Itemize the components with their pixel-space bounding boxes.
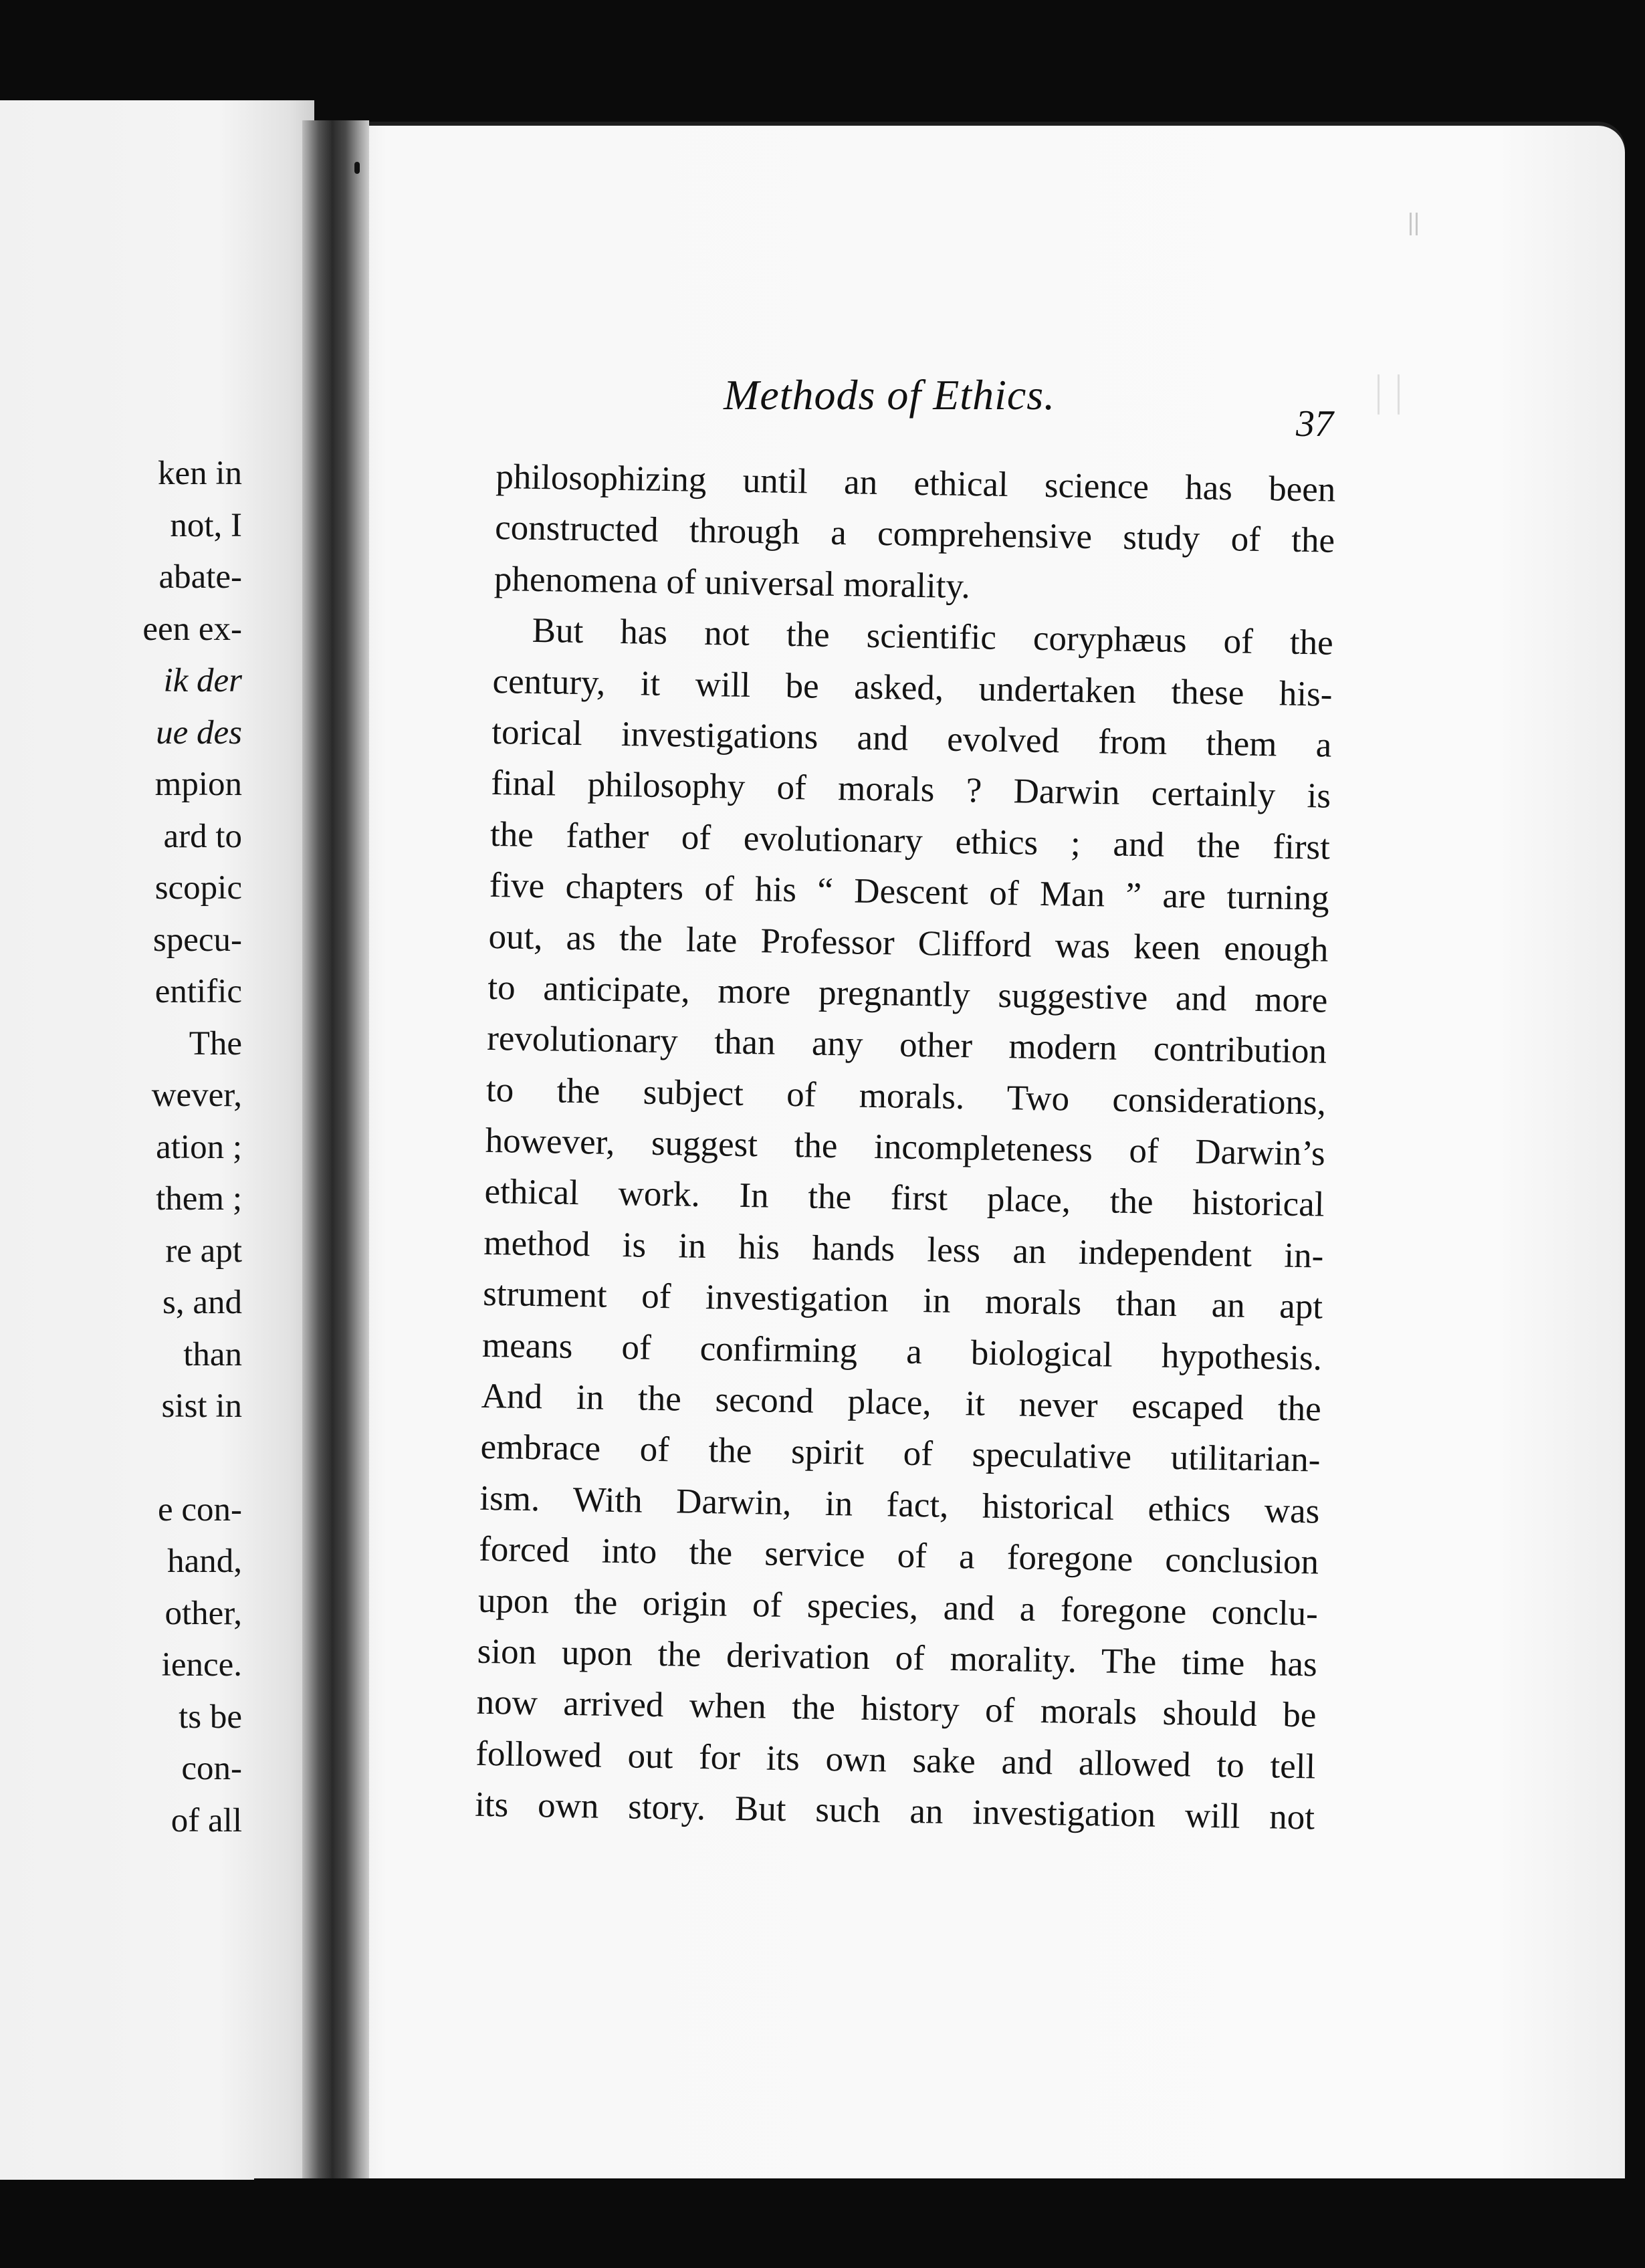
- left-line: s, and: [162, 1284, 242, 1321]
- left-line: them ;: [156, 1180, 242, 1218]
- left-line: scopic: [154, 869, 242, 907]
- left-line: sist in: [161, 1387, 242, 1425]
- left-page: [0, 100, 314, 2180]
- text-line: ism. With Darwin, in fact, historical ethics was: [479, 1478, 1320, 1531]
- text-line: And in the second place, it never escaped the: [481, 1376, 1322, 1429]
- text-line: now arrived when the history of morals should be: [476, 1683, 1317, 1735]
- left-line: ation ;: [156, 1128, 242, 1166]
- text-line: five chapters of his “ Descent of Man ” are turning: [489, 866, 1330, 918]
- text-line: sion upon the derivation of morality. The time has: [477, 1631, 1318, 1684]
- text-line: ethical work. In the first place, the historical: [484, 1172, 1325, 1225]
- show-through-mark: [1398, 374, 1400, 415]
- page-number: 37: [1296, 403, 1333, 445]
- left-line: ience.: [161, 1646, 242, 1684]
- show-through-mark: [1378, 374, 1380, 415]
- left-line: e con-: [157, 1490, 242, 1528]
- text-line: however, suggest the incompleteness of Darwin’s: [485, 1121, 1326, 1173]
- text-line: phenomena of universal morality.: [494, 559, 971, 606]
- text-line: forced into the service of a foregone conclusion: [478, 1530, 1319, 1582]
- text-line: strument of investigation in morals than an apt: [482, 1274, 1323, 1327]
- left-line: other,: [164, 1594, 242, 1632]
- running-head: Methods of Ethics.: [724, 371, 1056, 419]
- left-line: of all: [171, 1801, 242, 1839]
- text-line: torical investigations and evolved from them a: [491, 712, 1332, 765]
- text-line: to anticipate, more pregnantly suggestive and more: [487, 968, 1328, 1020]
- show-through-mark: [1410, 213, 1418, 235]
- text-line: followed out for its own sake and allowed to tell: [475, 1734, 1316, 1787]
- left-line: ik der: [163, 662, 242, 699]
- text-line: embrace of the spirit of speculative utilitarian-: [480, 1428, 1321, 1480]
- book-gutter-shadow: [302, 120, 369, 2180]
- text-line: the father of evolutionary ethics ; and the first: [489, 814, 1331, 867]
- text-line: out, as the late Professor Clifford was keen enough: [488, 917, 1329, 970]
- scan-border: [254, 2178, 1645, 2268]
- left-line: not, I: [170, 506, 242, 544]
- text-line: to the subject of morals. Two considerations,: [485, 1070, 1327, 1123]
- text-line: century, it will be asked, undertaken these his-: [492, 661, 1333, 714]
- text-line: constructed through a comprehensive study of the: [494, 508, 1335, 561]
- left-line: than: [183, 1335, 242, 1373]
- left-line: con-: [181, 1750, 242, 1787]
- left-line: hand,: [167, 1543, 242, 1580]
- left-line: specu-: [152, 921, 242, 959]
- text-line: But has not the scientific coryphæus of the: [532, 611, 1334, 663]
- left-line: abate-: [158, 558, 242, 596]
- left-line: ts be: [179, 1698, 242, 1736]
- left-line: een ex-: [142, 610, 242, 648]
- left-line: re apt: [165, 1232, 242, 1270]
- text-line: final philosophy of morals ? Darwin certainly is: [490, 764, 1331, 816]
- text-line: means of confirming a biological hypothesis.: [481, 1325, 1323, 1378]
- left-line: wever,: [151, 1076, 242, 1114]
- text-line: its own story. But such an investigation will not: [474, 1785, 1315, 1837]
- text-line: upon the origin of species, and a foregone conclu-: [477, 1581, 1319, 1633]
- left-line: ue des: [156, 713, 242, 752]
- left-line: entific: [154, 973, 242, 1010]
- left-line: ken in: [157, 455, 242, 492]
- body-text: [475, 451, 1336, 1843]
- text-line: revolutionary than any other modern contribution: [486, 1019, 1327, 1071]
- left-line: The: [189, 1024, 242, 1062]
- left-line: mpion: [154, 766, 242, 803]
- left-line: ard to: [163, 817, 242, 855]
- text-line: method is in his hands less an independent in-: [483, 1223, 1324, 1276]
- left-page-text: [0, 448, 242, 1847]
- binding-mark: [354, 162, 360, 174]
- text-line: philosophizing until an ethical science has been: [495, 457, 1336, 509]
